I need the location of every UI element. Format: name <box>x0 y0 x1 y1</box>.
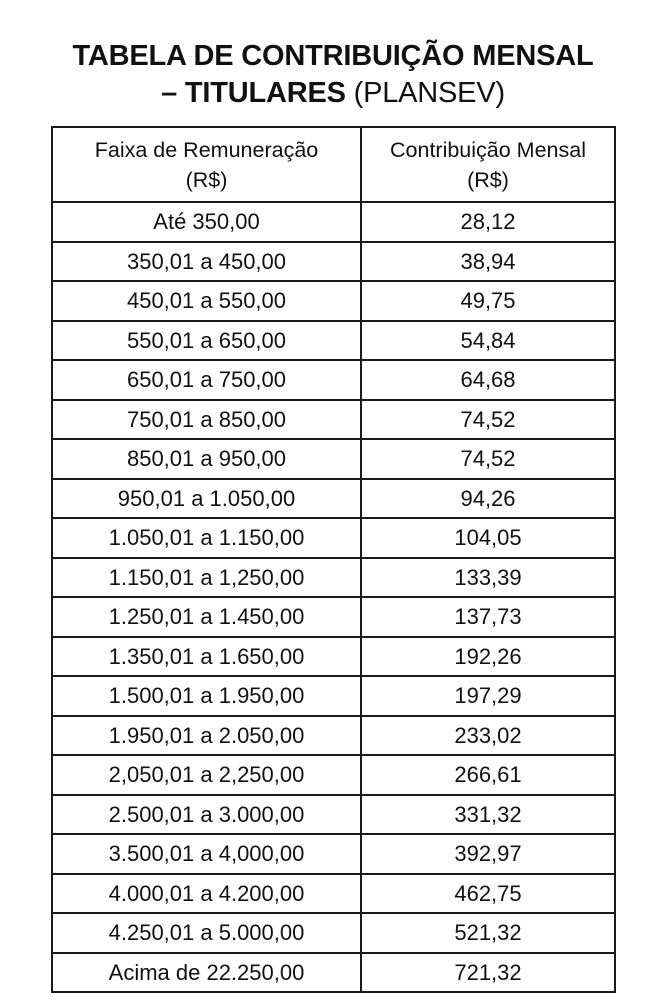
table-row <box>52 676 615 716</box>
contribuicao-cell: 94,26 <box>361 479 615 519</box>
contribuicao-cell: 197,29 <box>361 676 615 716</box>
faixa-cell: Acima de 22.250,00 <box>52 953 361 993</box>
faixa-cell: 1.050,01 a 1.150,00 <box>52 518 361 558</box>
header-contribuicao-line2: (R$) <box>467 167 509 192</box>
faixa-cell: 550,01 a 650,00 <box>52 321 361 361</box>
faixa-cell: 4.000,01 a 4.200,00 <box>52 874 361 914</box>
faixa-cell: 650,01 a 750,00 <box>52 360 361 400</box>
header-contribuicao <box>361 127 615 202</box>
faixa-cell: 1.950,01 a 2.050,00 <box>52 716 361 756</box>
table-row <box>52 795 615 835</box>
contribuicao-cell: 266,61 <box>361 755 615 795</box>
faixa-cell: 1.150,01 a 1,250,00 <box>52 558 361 598</box>
table-row <box>52 558 615 598</box>
table-row <box>52 834 615 874</box>
contribuicao-cell: 721,32 <box>361 953 615 993</box>
table-row <box>52 953 615 993</box>
faixa-cell: 950,01 a 1.050,00 <box>52 479 361 519</box>
contribuicao-cell: 74,52 <box>361 400 615 440</box>
contribuicao-cell: 462,75 <box>361 874 615 914</box>
table-row <box>52 755 615 795</box>
table-row <box>52 479 615 519</box>
contribution-table <box>51 126 616 993</box>
table-row <box>52 518 615 558</box>
table-body <box>52 202 615 992</box>
table-row <box>52 360 615 400</box>
faixa-cell: 850,01 a 950,00 <box>52 439 361 479</box>
contribuicao-cell: 521,32 <box>361 913 615 953</box>
table-row <box>52 321 615 361</box>
contribuicao-cell: 54,84 <box>361 321 615 361</box>
table-row <box>52 913 615 953</box>
contribuicao-cell: 74,52 <box>361 439 615 479</box>
header-faixa-line1: Faixa de Remuneração <box>94 137 319 162</box>
table-row <box>52 716 615 756</box>
table-row <box>52 439 615 479</box>
contribuicao-cell: 38,94 <box>361 242 615 282</box>
contribuicao-cell: 137,73 <box>361 597 615 637</box>
table-row <box>52 400 615 440</box>
faixa-cell: 2,050,01 a 2,250,00 <box>52 755 361 795</box>
header-faixa-line2: (R$) <box>185 167 228 192</box>
table-row <box>52 597 615 637</box>
faixa-cell: 750,01 a 850,00 <box>52 400 361 440</box>
faixa-cell: 4.250,01 a 5.000,00 <box>52 913 361 953</box>
table-row <box>52 637 615 677</box>
faixa-cell: 2.500,01 a 3.000,00 <box>52 795 361 835</box>
contribuicao-cell: 331,32 <box>361 795 615 835</box>
faixa-cell: 1.350,01 a 1.650,00 <box>52 637 361 677</box>
title-line-1: TABELA DE CONTRIBUIÇÃO MENSAL <box>72 40 594 72</box>
header-faixa <box>52 127 361 202</box>
contribuicao-cell: 392,97 <box>361 834 615 874</box>
faixa-cell: 1.250,01 a 1.450,00 <box>52 597 361 637</box>
faixa-cell: 3.500,01 a 4,000,00 <box>52 834 361 874</box>
document-title <box>0 38 666 112</box>
faixa-cell: Até 350,00 <box>52 202 361 242</box>
contribuicao-cell: 64,68 <box>361 360 615 400</box>
faixa-cell: 450,01 a 550,00 <box>52 281 361 321</box>
faixa-cell: 1.500,01 a 1.950,00 <box>52 676 361 716</box>
contribuicao-cell: 192,26 <box>361 637 615 677</box>
title-line-2 <box>0 75 666 112</box>
title-line-2-bold: – TITULARES <box>161 77 346 109</box>
table-row <box>52 202 615 242</box>
contribuicao-cell: 28,12 <box>361 202 615 242</box>
table-header-row <box>52 127 615 202</box>
contribuicao-cell: 104,05 <box>361 518 615 558</box>
table-row <box>52 281 615 321</box>
table-row <box>52 242 615 282</box>
header-contribuicao-line1: Contribuição Mensal <box>390 137 586 162</box>
faixa-cell: 350,01 a 450,00 <box>52 242 361 282</box>
contribuicao-cell: 233,02 <box>361 716 615 756</box>
table-row <box>52 874 615 914</box>
contribuicao-cell: 133,39 <box>361 558 615 598</box>
contribuicao-cell: 49,75 <box>361 281 615 321</box>
title-line-2-normal: (PLANSEV) <box>353 77 505 109</box>
